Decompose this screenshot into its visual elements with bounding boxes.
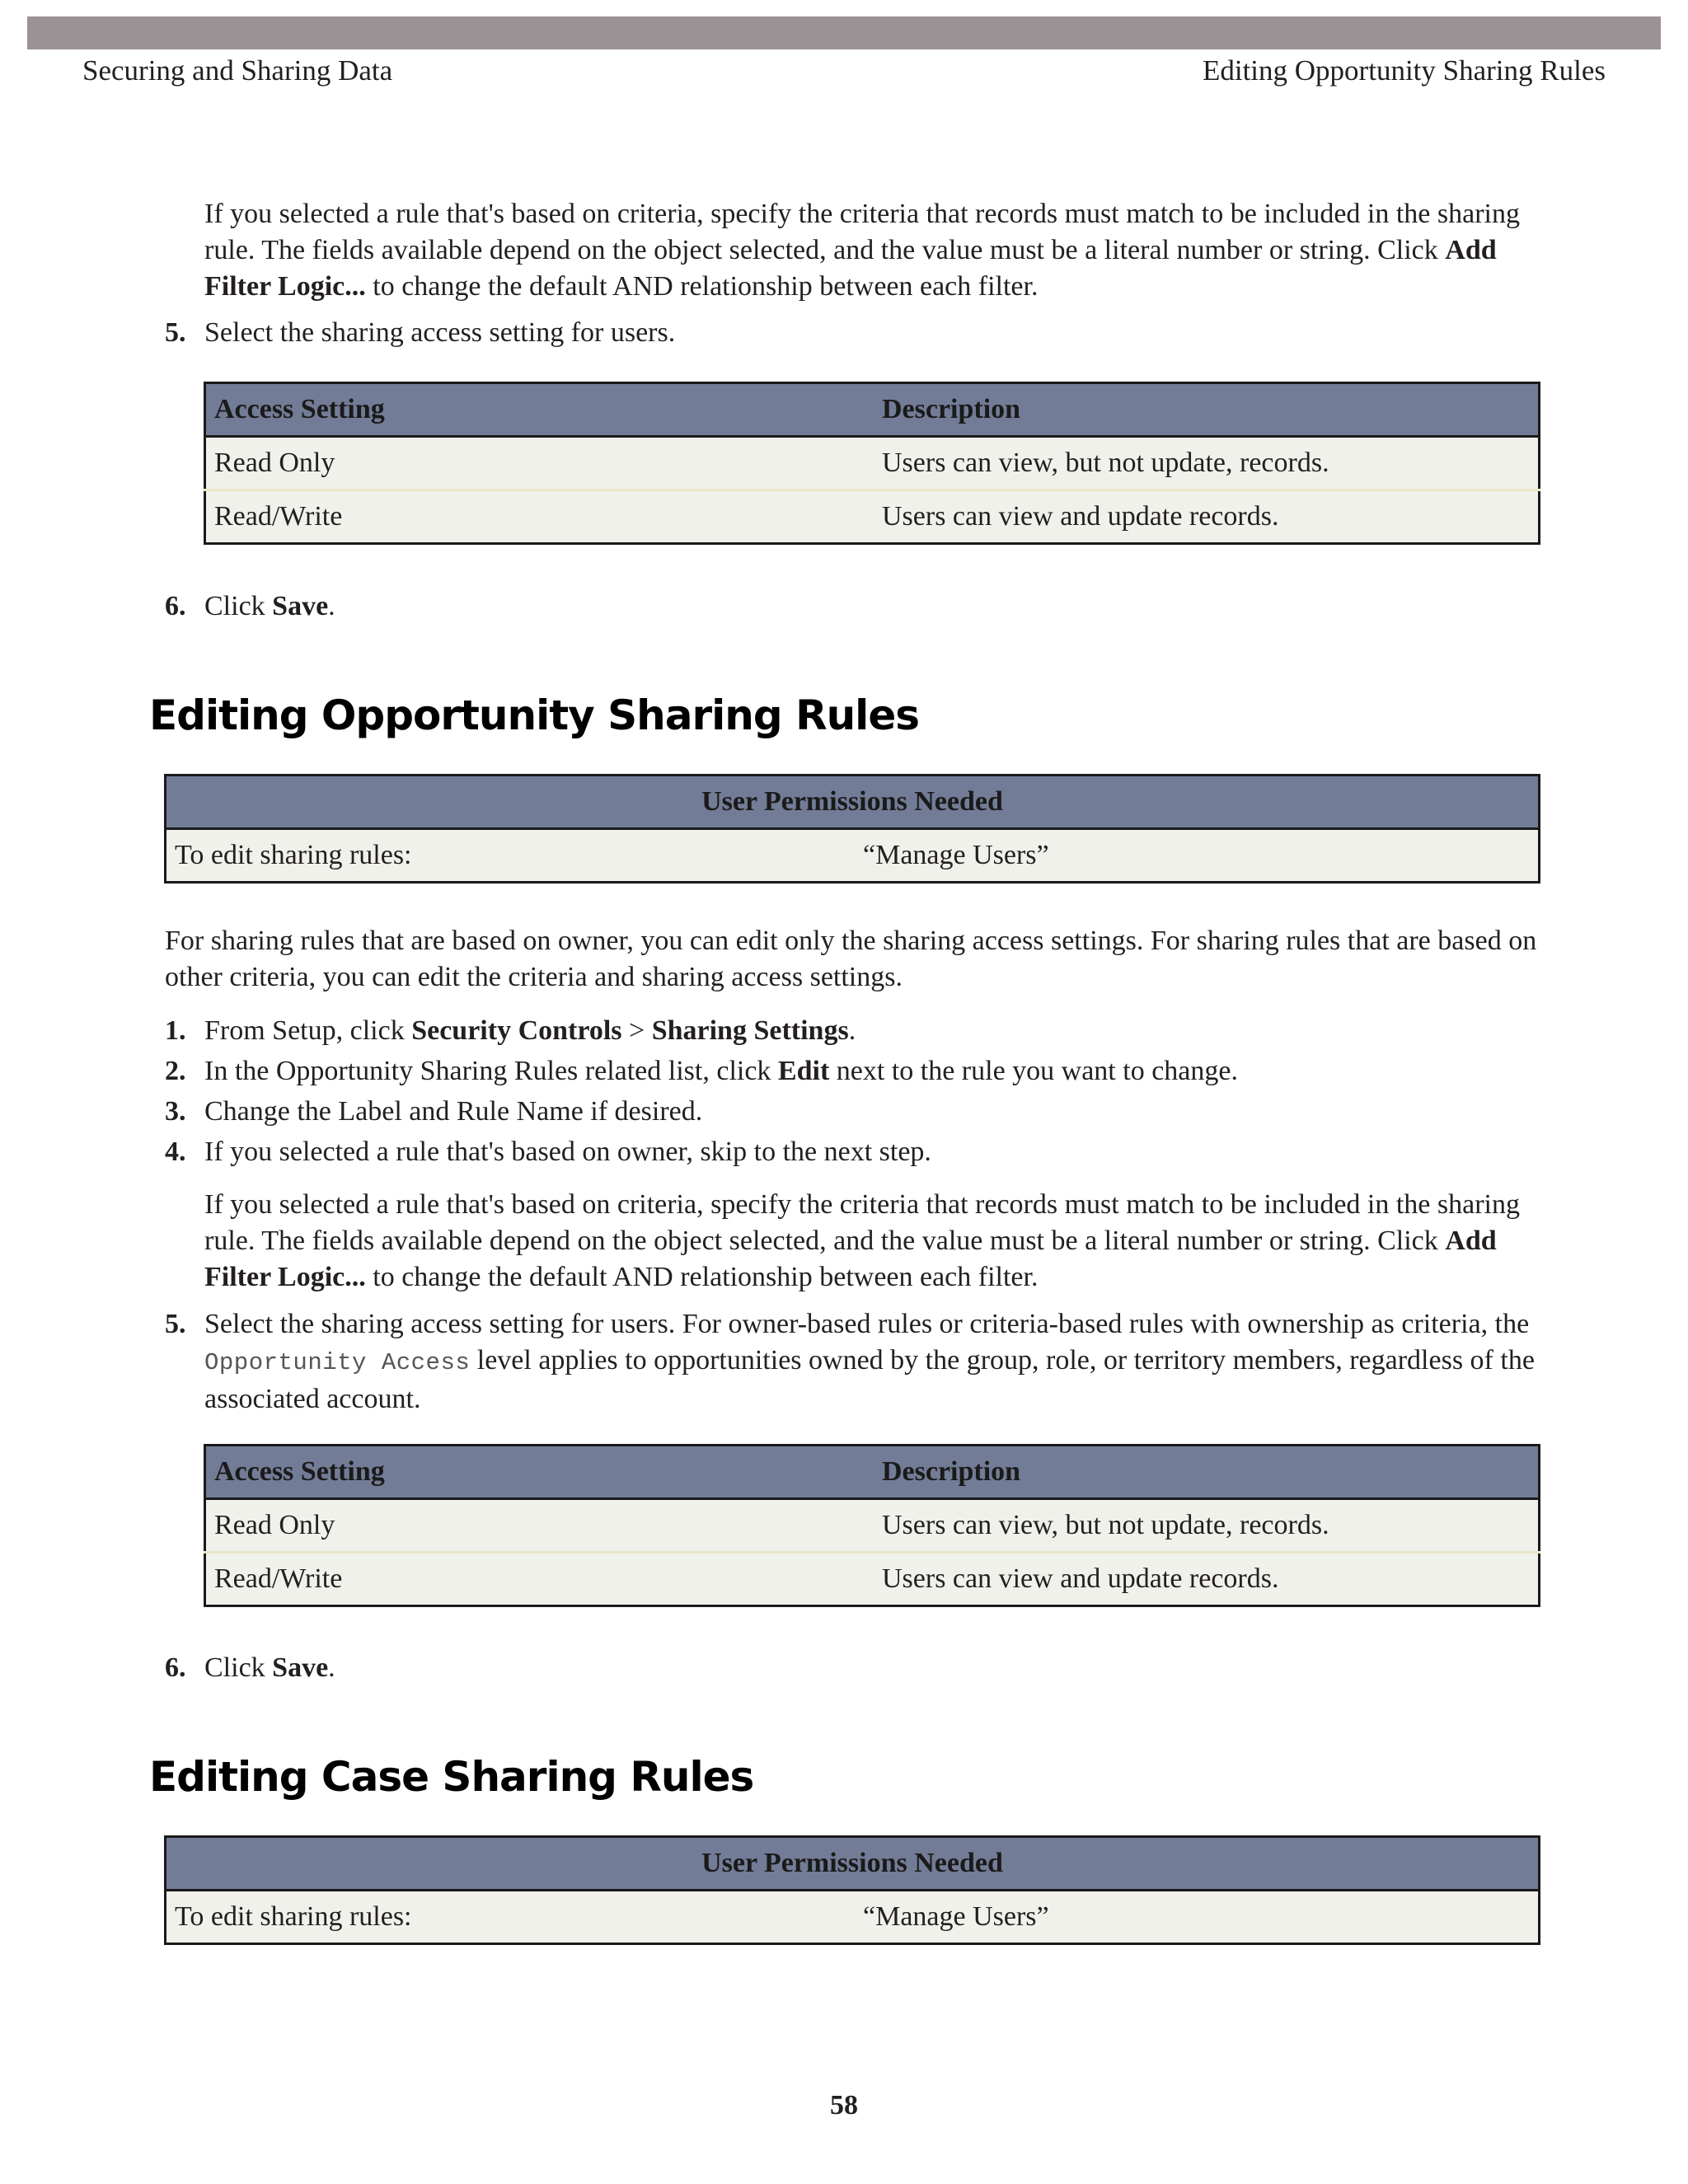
step-number: 2.	[165, 1056, 186, 1086]
table-cell: Read Only	[205, 1499, 874, 1553]
table-cell: Users can view, but not update, records.	[874, 1499, 1540, 1553]
intro-paragraph: For sharing rules that are based on owner, you can edit only the sharing access settings. For sharing rules that are based on other criteria, you can edit the criteria and sharing access settings.	[165, 926, 1537, 992]
page-number: 58	[830, 2090, 858, 2121]
running-header-right: Editing Opportunity Sharing Rules	[1202, 54, 1606, 87]
criteria-paragraph: If you selected a rule that's based on criteria, specify the criteria that records must match to be included in the sharing rule. The fields available depend on the object selected, and the value must be a literal number or string. Click Add Filter Logic... to change the default AND relationship between each filter.	[204, 199, 1520, 302]
step-text: Change the Label and Rule Name if desired.	[204, 1096, 703, 1127]
table-cell: Users can view and update records.	[874, 1553, 1540, 1606]
table-row	[205, 1499, 1540, 1553]
step-number: 6.	[165, 591, 186, 621]
criteria-paragraph: If you selected a rule that's based on criteria, specify the criteria that records must match to be included in the sharing rule. The fields available depend on the object selected, and the value must be a literal number or string. Click Add Filter Logic... to change the default AND relationship between each filter.	[204, 1189, 1520, 1292]
step-text: In the Opportunity Sharing Rules related list, click Edit next to the rule you want to change.	[204, 1056, 1238, 1086]
table-cell: To edit sharing rules:	[166, 829, 856, 883]
step-text: From Setup, click Security Controls > Sharing Settings.	[204, 1015, 856, 1046]
step-text: Click Save.	[204, 591, 335, 621]
section-title-case: Editing Case Sharing Rules	[149, 1753, 754, 1801]
table-cell: “Manage Users”	[855, 829, 1540, 883]
permissions-table	[164, 1835, 1540, 1945]
table-row	[205, 1553, 1540, 1606]
step-text: Click Save.	[204, 1652, 335, 1683]
step-number: 5.	[165, 1309, 186, 1339]
step-number: 3.	[165, 1096, 186, 1127]
section-title-opportunity: Editing Opportunity Sharing Rules	[149, 691, 919, 739]
step-text: If you selected a rule that's based on owner, skip to the next step.	[204, 1137, 931, 1167]
table-row	[205, 437, 1540, 490]
access-setting-table	[204, 1444, 1540, 1607]
table-header: User Permissions Needed	[166, 776, 1540, 829]
table-header: Access Setting	[205, 1446, 874, 1499]
access-setting-table	[204, 382, 1540, 545]
permissions-table	[164, 774, 1540, 883]
table-row	[166, 829, 1540, 883]
table-cell: Users can view, but not update, records.	[874, 437, 1540, 490]
table-header: Description	[874, 383, 1540, 437]
table-row	[205, 490, 1540, 544]
step-5-text: Select the sharing access setting for users. For owner-based rules or criteria-based rules with ownership as criteria, the Opportunity Access level applies to opportunities owned by the group, role, or territory members, regardless of the associated account.	[204, 1309, 1535, 1414]
header-bar	[27, 16, 1661, 49]
table-header: User Permissions Needed	[166, 1837, 1540, 1891]
table-header: Access Setting	[205, 383, 874, 437]
table-cell: Read Only	[205, 437, 874, 490]
table-cell: Read/Write	[205, 1553, 874, 1606]
step-number: 1.	[165, 1015, 186, 1046]
table-cell: Read/Write	[205, 490, 874, 544]
table-cell: Users can view and update records.	[874, 490, 1540, 544]
table-cell: “Manage Users”	[855, 1891, 1540, 1944]
table-cell: To edit sharing rules:	[166, 1891, 856, 1944]
step-number: 6.	[165, 1652, 186, 1683]
step-number: 4.	[165, 1137, 186, 1167]
running-header-left: Securing and Sharing Data	[82, 54, 393, 87]
table-header: Description	[874, 1446, 1540, 1499]
table-row	[166, 1891, 1540, 1944]
code-text: Opportunity Access	[204, 1349, 471, 1376]
step-text: Select the sharing access setting for users.	[204, 317, 676, 348]
step-number: 5.	[165, 317, 186, 348]
